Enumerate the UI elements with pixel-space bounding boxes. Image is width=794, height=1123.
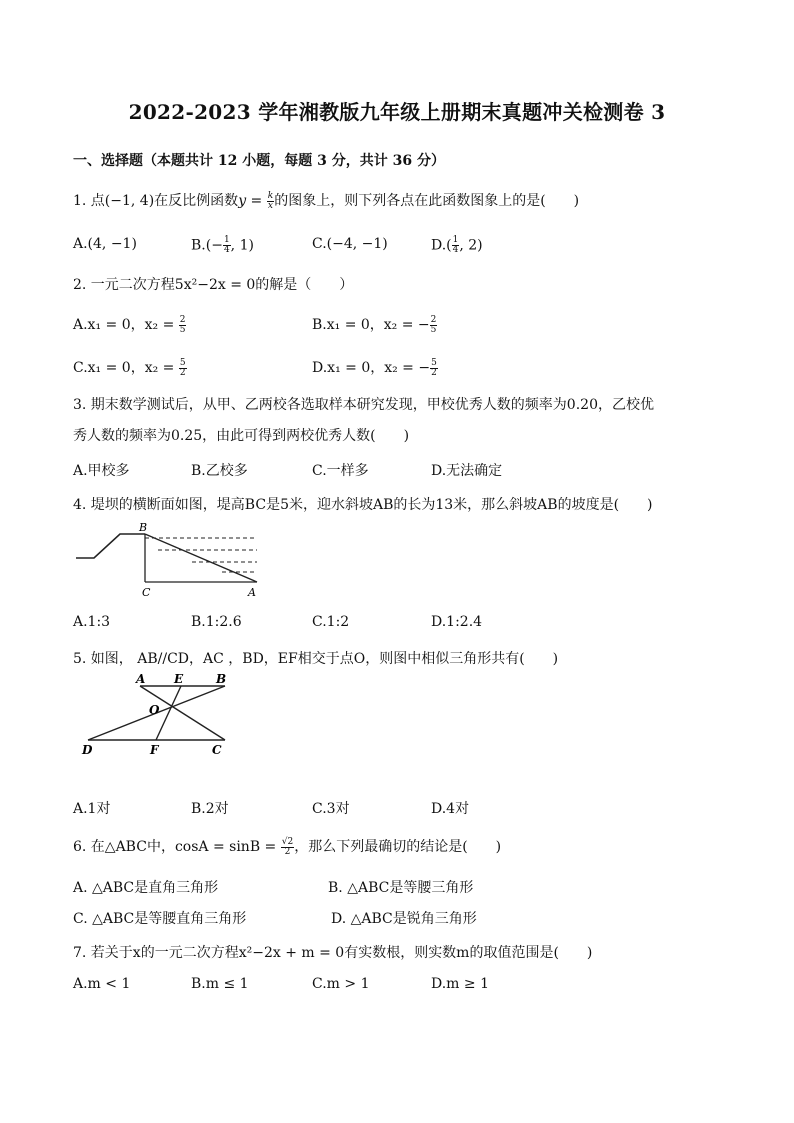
q2-option-a-fraction (179, 316, 187, 335)
q5-option-a: A.1对 (73, 801, 111, 817)
q3-option-c: C.一样多 (312, 463, 369, 479)
q7-option-d: D.m ≥ 1 (431, 976, 489, 992)
q1-option-b-top: 1 (223, 235, 230, 245)
q2-option-a-top: 2 (179, 314, 186, 325)
dam-label-b: B (139, 521, 148, 534)
fig-label-c: C (212, 743, 222, 757)
q7-option-a: A.m < 1 (73, 976, 131, 992)
question-6-stem (73, 836, 501, 857)
segment-ef (156, 686, 181, 740)
fig-label-b: B (216, 672, 227, 686)
q5-option-c: C.3对 (312, 801, 350, 817)
q1-option-c: C.(−4, −1) (312, 236, 388, 252)
q5-option-d: D.4对 (431, 801, 470, 817)
q1-frac-bottom: x (267, 200, 273, 211)
q6-option-b: B. △ABC是等腰三角形 (328, 880, 474, 896)
question-5-stem: 5. 如图， AB//CD，AC ，BD，EF相交于点O，则图中相似三角形共有( ) (73, 651, 559, 667)
question-2-stem: 2. 一元二次方程5x²−2x = 0的解是（ ） (73, 277, 354, 293)
question-7-stem: 7. 若关于x的一元二次方程x²−2x + m = 0有实数根，则实数m的取值范围是( ) (73, 945, 593, 961)
q2-option-a-pre: A.x₁ = 0，x₂ = (73, 317, 179, 333)
q1-option-d-top: 1 (452, 235, 459, 245)
q2-option-c-bottom: 2 (179, 367, 186, 378)
q1-frac-top: k (267, 190, 274, 201)
q6-stem-part-b: ，那么下列最确切的结论是( ) (294, 839, 502, 855)
q4-option-c: C.1:2 (312, 614, 350, 630)
q2-option-d-pre: D.x₁ = 0，x₂ = − (312, 360, 431, 376)
q1-option-a: A.(4, −1) (73, 236, 137, 252)
fig-label-a: A (136, 672, 146, 686)
q1-option-b-post: , 1) (230, 237, 254, 254)
section-heading: 一、选择题（本题共计 12 小题，每题 3 分，共计 36 分） (73, 153, 445, 169)
q2-option-b-pre: B.x₁ = 0，x₂ = − (312, 317, 430, 333)
q1-option-b-bottom: 4 (223, 245, 230, 255)
q2-option-b (312, 314, 437, 335)
q4-option-b: B.1:2.6 (191, 614, 242, 630)
q1-option-b (191, 236, 254, 255)
q6-frac-bottom: 2 (284, 846, 291, 857)
q1-option-d (431, 236, 483, 255)
q3-option-a: A.甲校多 (73, 463, 130, 479)
q5-option-b: B.2对 (191, 801, 229, 817)
fig-label-o: O (149, 703, 160, 717)
q2-option-d-bottom: 2 (431, 367, 437, 378)
q6-option-c: C. △ABC是等腰直角三角形 (73, 911, 247, 927)
q4-option-d: D.1:2.4 (431, 614, 483, 630)
q2-option-c-fraction (179, 359, 187, 378)
q7-option-c: C.m > 1 (312, 976, 370, 992)
q3-option-b: B.乙校多 (191, 463, 248, 479)
q2-option-c-top: 5 (179, 357, 186, 368)
fig-label-d: D (82, 743, 93, 757)
dam-slope-ab-line (145, 534, 257, 582)
question-4-stem: 4. 堤坝的横断面如图，堤高BC是5米，迎水斜坡AB的长为13米，那么斜坡AB的坡度是( ) (73, 497, 653, 513)
q1-option-d-pre: D.( (431, 237, 452, 254)
dam-left-slope-line (76, 534, 145, 558)
question-3-line-1: 3. 期末数学测试后，从甲、乙两校各选取样本研究发现，甲校优秀人数的频率为0.20，乙校优 (73, 397, 654, 413)
q2-option-b-bottom: 5 (430, 324, 437, 335)
q2-option-b-top: 2 (430, 314, 437, 325)
dam-cross-section-figure (72, 520, 272, 600)
fig-label-e: E (174, 672, 184, 686)
q1-option-d-bottom: 4 (452, 245, 459, 255)
q1-option-d-post: , 2) (459, 237, 483, 254)
q2-option-c (73, 357, 187, 378)
q2-option-c-pre: C.x₁ = 0，x₂ = (73, 360, 179, 376)
q6-option-a: A. △ABC是直角三角形 (73, 880, 219, 896)
q4-option-a: A.1:3 (73, 614, 111, 630)
q7-option-b: B.m ≤ 1 (191, 976, 249, 992)
q2-option-b-fraction (430, 316, 438, 335)
q1-stem-part-a: 1. 点(−1, 4)在反比例函数 (73, 193, 239, 209)
question-1-stem (73, 190, 579, 211)
q1-option-b-fraction (223, 236, 231, 255)
q1-option-b-pre: B.(− (191, 237, 223, 254)
dam-label-c: C (142, 586, 151, 599)
q1-stem-part-b: 的图象上，则下列各点在此函数图象上的是( ) (274, 193, 580, 209)
q6-fraction (281, 838, 294, 857)
q6-option-d: D. △ABC是锐角三角形 (331, 911, 477, 927)
q2-option-d-top: 5 (431, 357, 437, 368)
q2-option-a-bottom: 5 (179, 324, 186, 335)
question-3-line-2: 秀人数的频率为0.25，由此可得到两校优秀人数( ) (73, 428, 410, 444)
q6-frac-top: √2 (281, 836, 294, 847)
q2-option-d-fraction (430, 359, 438, 378)
dam-label-a: A (248, 586, 256, 599)
q3-option-d: D.无法确定 (431, 463, 503, 479)
q2-option-d (312, 357, 438, 378)
fig-label-f: F (150, 743, 159, 757)
q2-option-a (73, 314, 186, 335)
q6-stem-part-a: 6. 在△ABC中，cosA = sinB = (73, 839, 281, 855)
q1-function-y: y = (238, 193, 267, 209)
page-title: 2022-2023 学年湘教版九年级上册期末真题冲关检测卷 3 (128, 100, 666, 124)
similar-triangles-figure (78, 670, 238, 760)
